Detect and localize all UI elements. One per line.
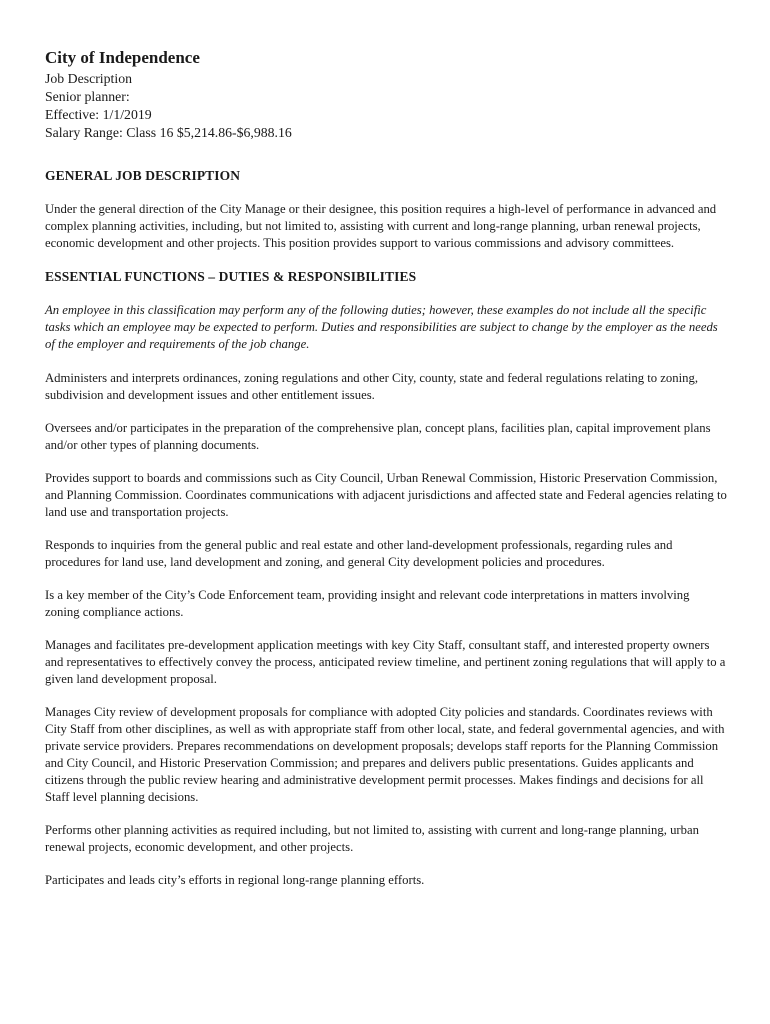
duty-item: Manages and facilitates pre-development application meetings with key City Staff, consultant staff, and interested property owners and representatives to effectively convey the process, anticipated review timeline, and pertinent zoning regulations that will apply to a given land development proposal. <box>45 638 726 686</box>
job-title: Senior planner: <box>45 89 130 104</box>
duty-item: Manages City review of development proposals for compliance with adopted City policies and standards. Coordinates reviews with City Staff from other disciplines, as well as with appropriate staff from other local, state, and federal governmental agencies, and with private service providers. Prepares recommendations on development proposals; develops staff reports for the Planning Commission and City Council, and Historic Preservation Commission; and prepares and delivers public presentations. Guides applicants and citizens through the public review hearing and administrative development permit processes. Makes findings and decisions for all Staff level planning decisions. <box>45 705 725 804</box>
salary-range: Salary Range: Class 16 $5,214.86-$6,988.16 <box>45 125 292 140</box>
effective-date: Effective: 1/1/2019 <box>45 107 152 122</box>
essential-functions-intro: An employee in this classification may perform any of the following duties; however, these examples do not include all the specific tasks which an employee may be expected to perform. Duties and responsibilities are subject to change by the employer as the needs of the employer and requirements of the job change. <box>45 303 718 351</box>
duty-item: Administers and interprets ordinances, zoning regulations and other City, county, state and federal regulations relating to zoning, subdivision and development issues and other entitlement issues. <box>45 371 698 402</box>
job-description-label: Job Description <box>45 71 132 86</box>
document-title: City of Independence <box>45 48 200 67</box>
duty-item: Is a key member of the City’s Code Enforcement team, providing insight and relevant code interpretations in matters involving zoning compliance actions. <box>45 588 690 619</box>
duty-item: Oversees and/or participates in the preparation of the comprehensive plan, concept plans, facilities plan, capital improvement plans and/or other types of planning documents. <box>45 421 711 452</box>
duty-item: Participates and leads city’s efforts in regional long-range planning efforts. <box>45 873 425 887</box>
general-description-heading: GENERAL JOB DESCRIPTION <box>45 168 241 183</box>
duty-item: Responds to inquiries from the general public and real estate and other land-development professionals, regarding rules and procedures for land use, land development and zoning, and general City development policies and procedures. <box>45 538 673 569</box>
general-description-text: Under the general direction of the City Manage or their designee, this position requires a high-level of performance in advanced and complex planning activities, including, but not limited to, assisting with current and long-range planning, urban renewal projects, economic development and other projects. This position provides support to various commissions and advisory committees. <box>45 202 717 250</box>
document-page <box>45 46 727 889</box>
essential-functions-heading: ESSENTIAL FUNCTIONS – DUTIES & RESPONSIBILITIES <box>45 269 417 284</box>
duty-item: Performs other planning activities as required including, but not limited to, assisting with current and long-range planning, urban renewal projects, economic development, and other projects. <box>45 823 699 854</box>
duty-item: Provides support to boards and commissions such as City Council, Urban Renewal Commission, Historic Preservation Commission, and Planning Commission. Coordinates communications with adjacent jurisdictions and affected state and Federal agencies relating to land use and transportation projects. <box>45 471 727 519</box>
